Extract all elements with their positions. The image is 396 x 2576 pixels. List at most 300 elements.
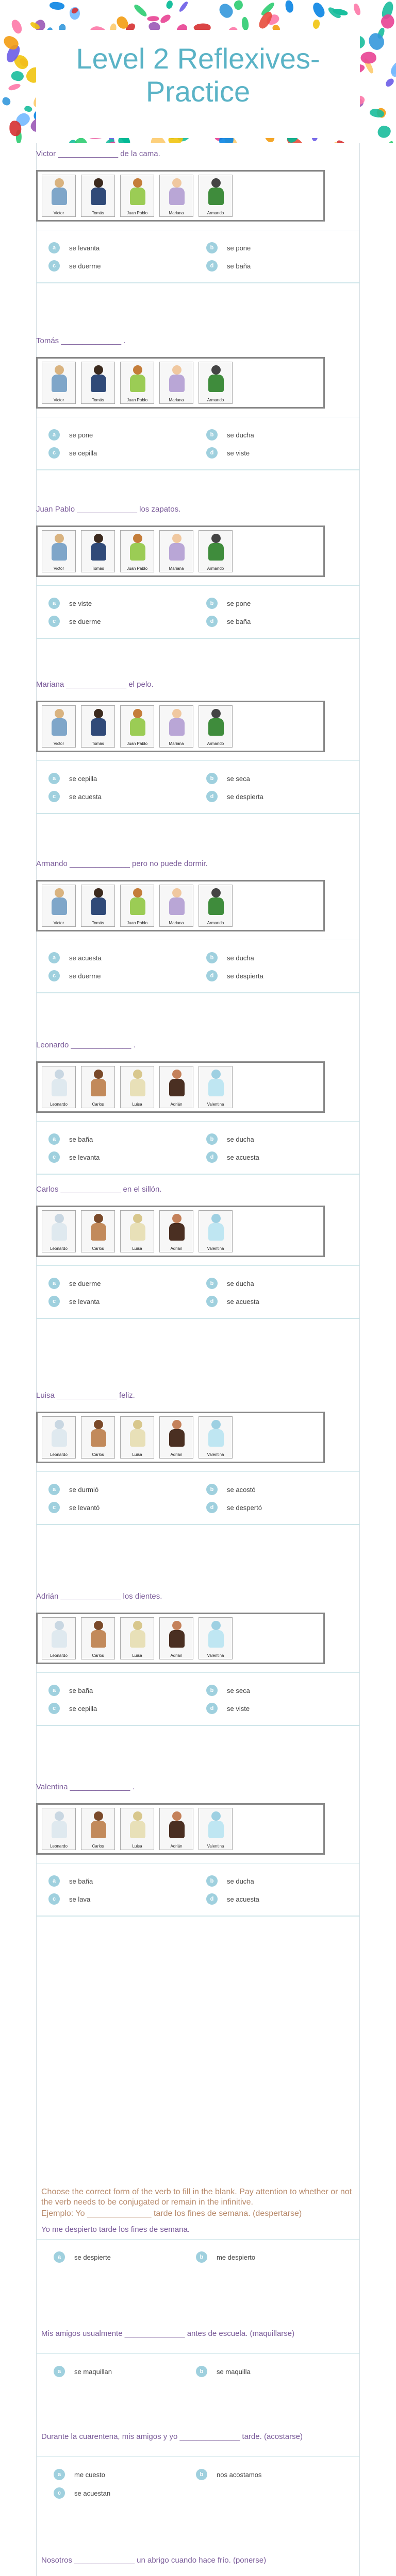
answer-option-b[interactable] bbox=[206, 1875, 254, 1887]
question-divider bbox=[36, 992, 360, 993]
tile-caption: Tomás bbox=[92, 566, 104, 571]
person-figure-icon bbox=[124, 1810, 152, 1839]
person-figure-icon bbox=[85, 533, 112, 562]
option-label: se maquilla bbox=[217, 2367, 251, 2376]
image-tile bbox=[159, 1416, 193, 1459]
answer-option-b[interactable] bbox=[196, 2251, 255, 2263]
answer-option-a[interactable] bbox=[48, 1278, 101, 1289]
tile-caption: Juan Pablo bbox=[126, 398, 148, 402]
tile-caption: Valentina bbox=[207, 1653, 224, 1658]
person-figure-icon bbox=[45, 1213, 73, 1242]
divider bbox=[36, 1265, 360, 1266]
image-tile bbox=[81, 530, 115, 572]
answer-option-d[interactable] bbox=[206, 1893, 259, 1905]
option-label: se baña bbox=[69, 1686, 93, 1694]
question-prompt: Victor ______________ de la cama. bbox=[36, 149, 160, 158]
image-tile bbox=[159, 530, 193, 572]
question-prompt: Luisa ______________ feliz. bbox=[36, 1391, 135, 1400]
paint-splash bbox=[2, 96, 12, 106]
answer-option-b[interactable] bbox=[206, 242, 251, 253]
tile-caption: Juan Pablo bbox=[126, 211, 148, 215]
tile-caption: Adrián bbox=[170, 1844, 183, 1849]
header-banner bbox=[0, 0, 396, 143]
image-tile bbox=[120, 885, 154, 927]
image-tile bbox=[159, 362, 193, 404]
divider bbox=[36, 2456, 360, 2457]
tile-caption: Adrián bbox=[170, 1452, 183, 1457]
option-label: se seca bbox=[227, 774, 250, 783]
answer-option-c[interactable] bbox=[48, 791, 102, 802]
person-figure-icon bbox=[202, 708, 230, 737]
person-figure-icon bbox=[45, 533, 73, 562]
image-tile bbox=[81, 1808, 115, 1850]
answer-option-c[interactable] bbox=[48, 260, 101, 272]
answer-option-b[interactable] bbox=[206, 1484, 256, 1495]
person-figure-icon bbox=[202, 177, 230, 206]
person-figure-icon bbox=[124, 1620, 152, 1649]
option-badge: a bbox=[54, 2469, 65, 2480]
example: Ejemplo: Yo ______________ tarde los fines de semana. (despertarse) bbox=[41, 2209, 302, 2218]
answer-option-a[interactable] bbox=[48, 952, 102, 963]
paint-splash bbox=[233, 0, 244, 11]
answer-option-c[interactable] bbox=[48, 970, 101, 981]
answer-option-a[interactable] bbox=[48, 598, 92, 609]
option-badge: b bbox=[196, 2469, 207, 2480]
tile-caption: Victor bbox=[53, 566, 64, 571]
person-figure-icon bbox=[163, 364, 191, 393]
person-figure-icon bbox=[163, 887, 191, 916]
answer-option-b[interactable] bbox=[206, 773, 250, 784]
tile-caption: Valentina bbox=[207, 1452, 224, 1457]
divider bbox=[36, 1121, 360, 1122]
tile-caption: Luisa bbox=[132, 1102, 142, 1107]
divider bbox=[36, 1471, 360, 1472]
option-label: se acuesta bbox=[69, 792, 102, 801]
answer-option-b[interactable] bbox=[206, 429, 254, 440]
option-badge: c bbox=[48, 1703, 60, 1714]
option-label: se ducha bbox=[227, 1135, 254, 1143]
answer-option-b[interactable] bbox=[196, 2469, 261, 2480]
person-figure-icon bbox=[163, 708, 191, 737]
question-prompt: Tomás ______________ . bbox=[36, 336, 126, 345]
paint-splash bbox=[217, 1, 236, 20]
question-divider bbox=[36, 638, 360, 639]
option-label: se acostó bbox=[227, 1485, 256, 1494]
answer-option-a[interactable] bbox=[48, 1133, 93, 1145]
question-divider bbox=[36, 1725, 360, 1726]
image-tile bbox=[120, 1416, 154, 1459]
divider bbox=[36, 585, 360, 586]
tile-caption: Adrián bbox=[170, 1102, 183, 1107]
option-badge: d bbox=[206, 1296, 218, 1307]
option-badge: b bbox=[206, 1278, 218, 1289]
answer-option-b[interactable] bbox=[206, 1133, 254, 1145]
question-prompt: Adrián ______________ los dientes. bbox=[36, 1592, 162, 1601]
option-badge: b bbox=[206, 773, 218, 784]
person-figure-icon bbox=[124, 533, 152, 562]
tile-caption: Armando bbox=[207, 211, 224, 215]
image-tile bbox=[81, 362, 115, 404]
option-badge: a bbox=[48, 1484, 60, 1495]
option-badge: b bbox=[206, 1484, 218, 1495]
option-badge: b bbox=[196, 2366, 207, 2377]
tile-caption: Tomás bbox=[92, 741, 104, 746]
option-badge: d bbox=[206, 260, 218, 272]
option-label: se duerme bbox=[69, 1279, 101, 1287]
option-badge: c bbox=[48, 791, 60, 802]
option-badge: c bbox=[48, 1296, 60, 1307]
option-badge: d bbox=[206, 1502, 218, 1513]
image-tile bbox=[159, 175, 193, 217]
image-tile bbox=[199, 1210, 233, 1252]
option-label: se viste bbox=[69, 599, 92, 607]
option-label: se despierte bbox=[74, 2253, 111, 2261]
answer-option-d[interactable] bbox=[206, 447, 250, 459]
answer-option-a[interactable] bbox=[48, 242, 100, 253]
option-badge: d bbox=[206, 1893, 218, 1905]
option-label: se ducha bbox=[227, 1279, 254, 1287]
paint-splash bbox=[147, 16, 159, 22]
person-figure-icon bbox=[85, 708, 112, 737]
paint-splash bbox=[241, 16, 250, 31]
option-badge: d bbox=[206, 1151, 218, 1163]
image-tile bbox=[120, 1066, 154, 1108]
question-image bbox=[36, 880, 325, 931]
tile-caption: Tomás bbox=[92, 211, 104, 215]
answer-option-d[interactable] bbox=[206, 616, 251, 627]
tile-caption: Tomás bbox=[92, 398, 104, 402]
tile-caption: Victor bbox=[53, 398, 64, 402]
question-prompt: Carlos ______________ en el sillón. bbox=[36, 1185, 162, 1194]
person-figure-icon bbox=[163, 1069, 191, 1097]
option-label: se duerme bbox=[69, 262, 101, 270]
option-badge: d bbox=[206, 616, 218, 627]
option-label: se ducha bbox=[227, 431, 254, 439]
tile-caption: Mariana bbox=[169, 211, 184, 215]
answer-option-b[interactable] bbox=[206, 598, 251, 609]
person-figure-icon bbox=[124, 708, 152, 737]
option-label: se levanta bbox=[69, 1153, 100, 1161]
answer-option-c[interactable] bbox=[48, 1893, 90, 1905]
tile-caption: Leonardo bbox=[50, 1452, 68, 1457]
person-figure-icon bbox=[124, 1419, 152, 1448]
tile-caption: Mariana bbox=[169, 741, 184, 746]
option-badge: a bbox=[48, 242, 60, 253]
image-tile bbox=[81, 175, 115, 217]
person-figure-icon bbox=[85, 1213, 112, 1242]
image-tile bbox=[159, 1066, 193, 1108]
option-badge: b bbox=[206, 242, 218, 253]
option-badge: b bbox=[206, 429, 218, 440]
option-badge: c bbox=[48, 447, 60, 459]
person-figure-icon bbox=[85, 1419, 112, 1448]
option-label: se acuestan bbox=[74, 2489, 111, 2497]
tile-caption: Leonardo bbox=[50, 1246, 68, 1251]
question-divider bbox=[36, 1318, 360, 1319]
person-figure-icon bbox=[202, 1810, 230, 1839]
answer-option-c[interactable] bbox=[48, 1703, 97, 1714]
option-badge: b bbox=[206, 1133, 218, 1145]
tile-caption: Luisa bbox=[132, 1246, 142, 1251]
paint-splash bbox=[353, 3, 361, 16]
person-figure-icon bbox=[202, 364, 230, 393]
question-divider bbox=[36, 1916, 360, 1917]
person-figure-icon bbox=[163, 1213, 191, 1242]
instructions: Choose the correct form of the verb to fill in the blank. Pay attention to whether or not the verb needs to be conjugated or remain in the infinitive. Ejemplo: Yo ______________ tarde los fines de semana. (despertarse) bbox=[41, 2187, 356, 2219]
image-tile bbox=[120, 1808, 154, 1850]
answer-option-d[interactable] bbox=[206, 970, 263, 981]
image-tile bbox=[81, 1066, 115, 1108]
paint-splash bbox=[9, 121, 22, 136]
person-figure-icon bbox=[85, 1620, 112, 1649]
person-figure-icon bbox=[163, 533, 191, 562]
fill-question-2 bbox=[41, 2329, 356, 2376]
divider bbox=[36, 2353, 360, 2354]
option-badge: c bbox=[48, 616, 60, 627]
answer-option-d[interactable] bbox=[206, 1296, 259, 1307]
person-figure-icon bbox=[45, 708, 73, 737]
question-image bbox=[36, 1803, 325, 1855]
person-figure-icon bbox=[85, 177, 112, 206]
tile-caption: Carlos bbox=[92, 1246, 104, 1251]
question-image bbox=[36, 1061, 325, 1113]
image-tile bbox=[42, 885, 76, 927]
question-divider bbox=[36, 282, 360, 283]
option-badge: b bbox=[206, 598, 218, 609]
answer-option-a[interactable] bbox=[48, 773, 97, 784]
option-label: se viste bbox=[227, 449, 250, 457]
image-tile bbox=[159, 705, 193, 748]
option-label: se levantó bbox=[69, 1503, 100, 1512]
answer-option-a[interactable] bbox=[54, 2251, 111, 2263]
tile-caption: Mariana bbox=[169, 921, 184, 925]
image-tile bbox=[199, 175, 233, 217]
question-prompt: Mariana ______________ el pelo. bbox=[36, 680, 154, 689]
image-tile bbox=[120, 530, 154, 572]
tile-caption: Juan Pablo bbox=[126, 741, 148, 746]
option-label: se pone bbox=[69, 431, 93, 439]
answer-option-a[interactable] bbox=[54, 2366, 112, 2377]
option-badge: b bbox=[206, 952, 218, 963]
divider bbox=[36, 2239, 360, 2240]
option-label: se pone bbox=[227, 599, 251, 607]
tile-caption: Luisa bbox=[132, 1452, 142, 1457]
question-image bbox=[36, 526, 325, 577]
answer-option-d[interactable] bbox=[206, 260, 251, 272]
option-label: se baña bbox=[69, 1135, 93, 1143]
answer-option-a[interactable] bbox=[48, 1685, 93, 1696]
paint-splash bbox=[182, 142, 193, 143]
question-image bbox=[36, 1412, 325, 1463]
question-prompt: Juan Pablo ______________ los zapatos. bbox=[36, 505, 181, 514]
option-badge: d bbox=[206, 791, 218, 802]
person-figure-icon bbox=[85, 1810, 112, 1839]
option-badge: c bbox=[54, 2487, 65, 2499]
question-divider bbox=[36, 813, 360, 814]
answer-option-a[interactable] bbox=[48, 1484, 98, 1495]
image-tile bbox=[42, 1808, 76, 1850]
fill-question-prompt: Yo me despierto tarde los fines de semana. bbox=[41, 2225, 190, 2234]
image-tile bbox=[199, 530, 233, 572]
question-image bbox=[36, 1206, 325, 1257]
person-figure-icon bbox=[85, 887, 112, 916]
paint-splash bbox=[311, 1, 327, 19]
tile-caption: Adrián bbox=[170, 1653, 183, 1658]
option-label: se despierta bbox=[227, 972, 263, 980]
image-tile bbox=[199, 1416, 233, 1459]
image-tile bbox=[159, 1808, 193, 1850]
fill-question-prompt: Nosotros ______________ un abrigo cuando hace frío. (ponerse) bbox=[41, 2556, 267, 2565]
person-figure-icon bbox=[202, 1069, 230, 1097]
question-divider bbox=[36, 469, 360, 470]
answer-option-d[interactable] bbox=[206, 1151, 259, 1163]
paint-splash bbox=[10, 70, 25, 82]
person-figure-icon bbox=[45, 364, 73, 393]
question-image bbox=[36, 701, 325, 752]
option-label: se duerme bbox=[69, 972, 101, 980]
answer-option-a[interactable] bbox=[48, 1875, 93, 1887]
image-tile bbox=[81, 1617, 115, 1659]
answer-option-c[interactable] bbox=[48, 1151, 100, 1163]
option-badge: a bbox=[48, 1875, 60, 1887]
image-tile bbox=[159, 1210, 193, 1252]
image-tile bbox=[42, 530, 76, 572]
paint-splash bbox=[376, 124, 392, 140]
tile-caption: Valentina bbox=[207, 1102, 224, 1107]
tile-caption: Carlos bbox=[92, 1452, 104, 1457]
tile-caption: Victor bbox=[53, 921, 64, 925]
paint-splash bbox=[166, 0, 175, 10]
tile-caption: Victor bbox=[53, 741, 64, 746]
option-badge: a bbox=[48, 952, 60, 963]
option-badge: a bbox=[48, 1133, 60, 1145]
option-label: se acuesta bbox=[69, 954, 102, 962]
image-tile bbox=[199, 1066, 233, 1108]
option-label: me cuesto bbox=[74, 2470, 105, 2479]
image-tile bbox=[42, 1416, 76, 1459]
image-tile bbox=[120, 175, 154, 217]
answer-option-b[interactable] bbox=[196, 2366, 251, 2377]
answer-option-b[interactable] bbox=[206, 1685, 250, 1696]
image-tile bbox=[81, 705, 115, 748]
question-divider bbox=[36, 1524, 360, 1525]
option-label: me despierto bbox=[217, 2253, 256, 2261]
option-label: se cepilla bbox=[69, 774, 97, 783]
option-label: se lava bbox=[69, 1895, 91, 1903]
answer-option-c[interactable] bbox=[54, 2487, 110, 2499]
image-tile bbox=[42, 1066, 76, 1108]
person-figure-icon bbox=[163, 1620, 191, 1649]
tile-caption: Luisa bbox=[132, 1653, 142, 1658]
option-badge: a bbox=[54, 2251, 65, 2263]
fill-question-prompt: Mis amigos usualmente ______________ antes de escuela. (maquillarse) bbox=[41, 2329, 295, 2338]
tile-caption: Carlos bbox=[92, 1844, 104, 1849]
question-image bbox=[36, 170, 325, 222]
answer-option-c[interactable] bbox=[48, 1296, 100, 1307]
tile-caption: Carlos bbox=[92, 1653, 104, 1658]
image-tile bbox=[120, 1210, 154, 1252]
tile-caption: Tomás bbox=[92, 921, 104, 925]
tile-caption: Juan Pablo bbox=[126, 566, 148, 571]
option-label: nos acostamos bbox=[217, 2470, 262, 2479]
fill-question-1 bbox=[41, 2225, 356, 2261]
option-badge: b bbox=[206, 1685, 218, 1696]
image-tile bbox=[42, 705, 76, 748]
option-label: se baña bbox=[227, 617, 251, 625]
option-badge: c bbox=[48, 1502, 60, 1513]
option-label: se duerme bbox=[69, 617, 101, 625]
fill-question-4 bbox=[41, 2555, 356, 2566]
answer-option-a[interactable] bbox=[54, 2469, 105, 2480]
person-figure-icon bbox=[202, 533, 230, 562]
fill-question-prompt: Durante la cuarentena, mis amigos y yo ______________ tarde. (acostarse) bbox=[41, 2432, 303, 2441]
person-figure-icon bbox=[45, 887, 73, 916]
answer-option-b[interactable] bbox=[206, 952, 254, 963]
divider bbox=[36, 760, 360, 761]
image-tile bbox=[81, 1210, 115, 1252]
person-figure-icon bbox=[45, 1419, 73, 1448]
tile-caption: Adrián bbox=[170, 1246, 183, 1251]
option-label: se ducha bbox=[227, 1877, 254, 1885]
answer-option-d[interactable] bbox=[206, 1703, 250, 1714]
paint-splash bbox=[313, 20, 320, 29]
option-badge: d bbox=[206, 447, 218, 459]
answer-option-c[interactable] bbox=[48, 447, 97, 459]
tile-caption: Victor bbox=[53, 211, 64, 215]
question-divider bbox=[36, 1174, 360, 1175]
person-figure-icon bbox=[124, 364, 152, 393]
paint-splash bbox=[10, 19, 23, 35]
answer-option-c[interactable] bbox=[48, 1502, 100, 1513]
tile-caption: Mariana bbox=[169, 398, 184, 402]
question-image bbox=[36, 357, 325, 409]
tile-caption: Leonardo bbox=[50, 1844, 68, 1849]
answer-option-d[interactable] bbox=[206, 1502, 262, 1513]
tile-caption: Luisa bbox=[132, 1844, 142, 1849]
image-tile bbox=[42, 1210, 76, 1252]
person-figure-icon bbox=[202, 1419, 230, 1448]
person-figure-icon bbox=[45, 1810, 73, 1839]
person-figure-icon bbox=[85, 364, 112, 393]
answer-option-a[interactable] bbox=[48, 429, 93, 440]
option-badge: a bbox=[48, 1685, 60, 1696]
option-label: se seca bbox=[227, 1686, 250, 1694]
tile-caption: Armando bbox=[207, 741, 224, 746]
page-title: Level 2 Reflexives- Practice bbox=[76, 42, 320, 108]
answer-option-d[interactable] bbox=[206, 791, 263, 802]
question-image bbox=[36, 1613, 325, 1664]
option-label: se cepilla bbox=[69, 1704, 97, 1713]
option-label: se levanta bbox=[69, 244, 100, 252]
option-label: se acuesta bbox=[227, 1297, 259, 1306]
image-tile bbox=[159, 885, 193, 927]
paint-splash bbox=[384, 77, 395, 88]
option-label: se baña bbox=[69, 1877, 93, 1885]
tile-caption: Armando bbox=[207, 398, 224, 402]
option-badge: a bbox=[48, 429, 60, 440]
option-badge: a bbox=[54, 2366, 65, 2377]
tile-caption: Mariana bbox=[169, 566, 184, 571]
image-tile bbox=[42, 1617, 76, 1659]
option-label: se durmió bbox=[69, 1485, 99, 1494]
option-label: se viste bbox=[227, 1704, 250, 1713]
image-tile bbox=[199, 885, 233, 927]
option-badge: d bbox=[206, 1703, 218, 1714]
answer-option-c[interactable] bbox=[48, 616, 101, 627]
person-figure-icon bbox=[124, 1213, 152, 1242]
tile-caption: Leonardo bbox=[50, 1653, 68, 1658]
answer-option-b[interactable] bbox=[206, 1278, 254, 1289]
